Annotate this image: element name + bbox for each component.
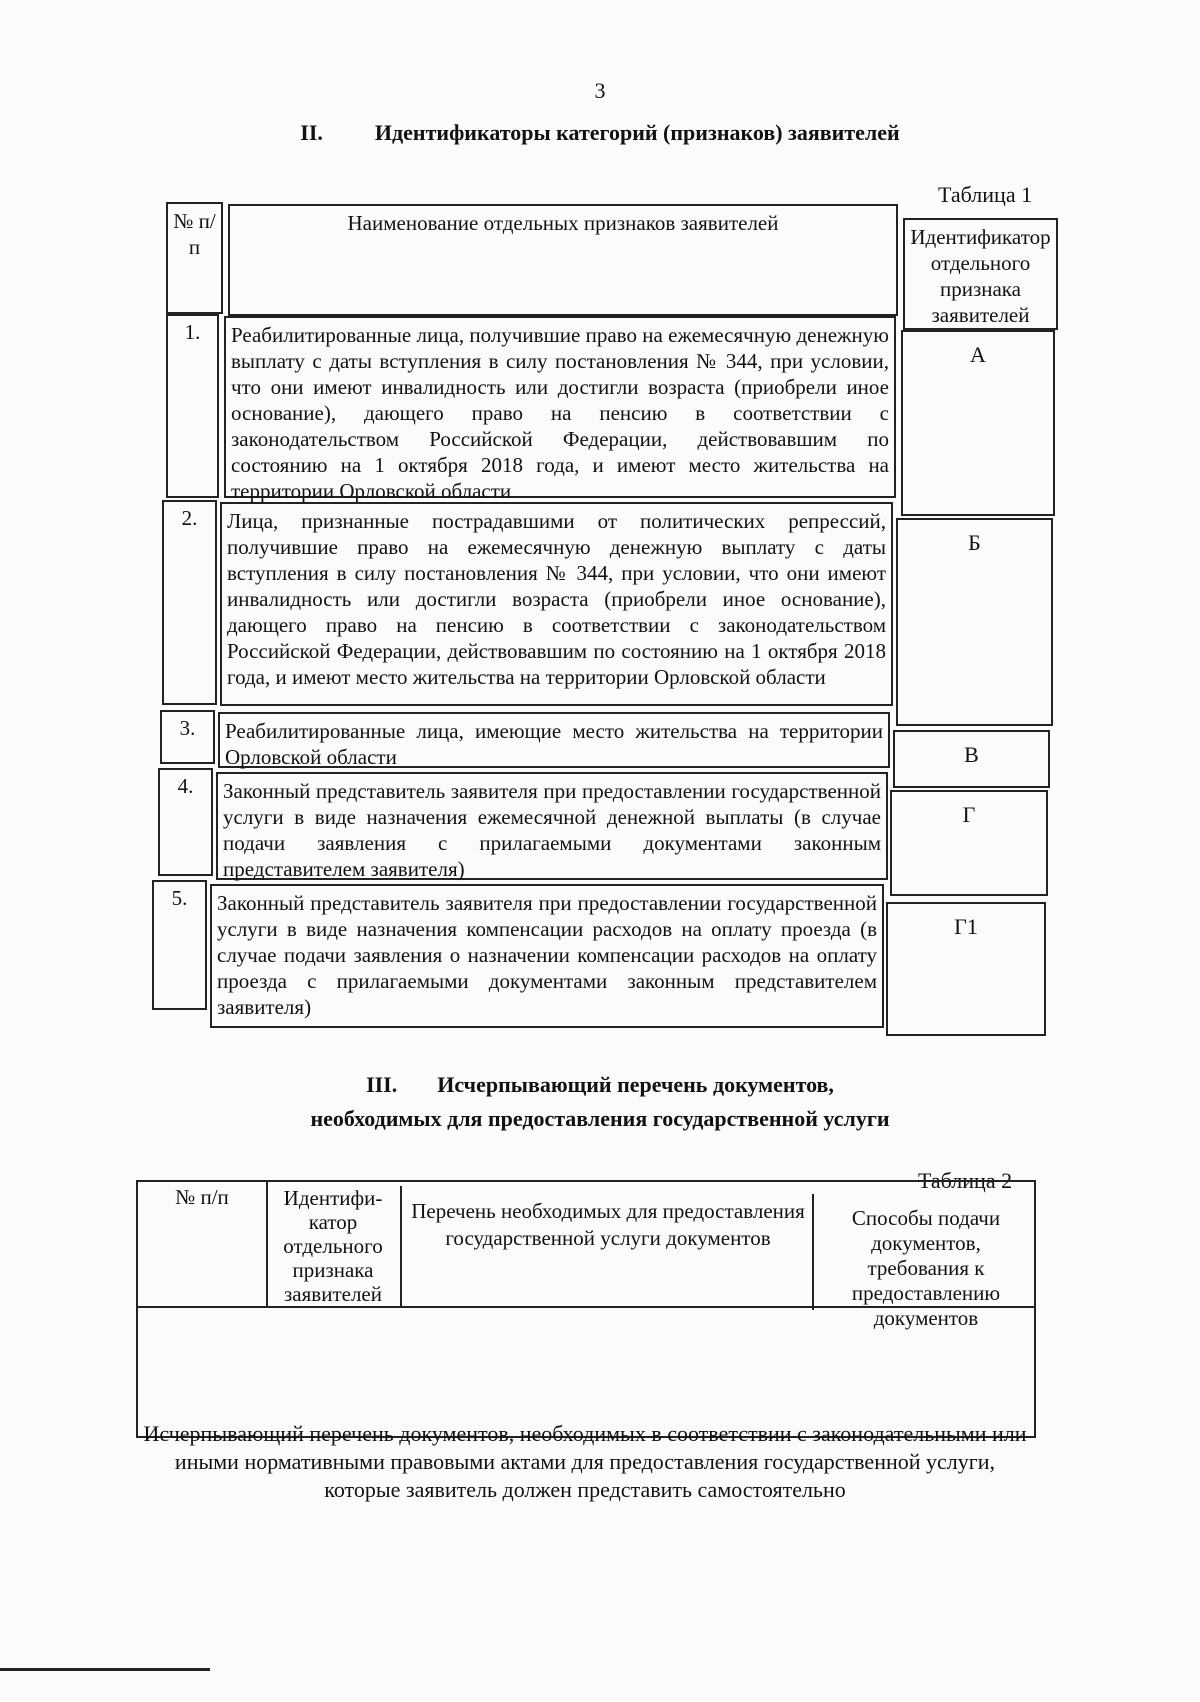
table-2-header-id: Идентифи-катор отдельного признака заявителей	[283, 1186, 383, 1306]
table-2-col-divider-3	[812, 1194, 814, 1310]
table-1-row-1-text: Реабилитированные лица, получившие право на ежемесячную денежную выплату с даты вступления в силу постановления № 344, при условии, что они имеют инвалидность или достигли возраста (приобрели иное основание), дающего право на пенсию в соответствии с законодательством Российской Федерации, действовавшим по состоянию на 1 октября 2018 года, и имеют место жительства на территории Орловской области	[224, 316, 896, 498]
section-3-title-line-1: Исчерпывающий перечень документов,	[437, 1072, 834, 1097]
table-1-label: Таблица 1	[938, 182, 1033, 207]
table-1-header-id: Идентификатор отдельного признака заявителей	[903, 218, 1058, 330]
table-1-row-4-id: Г	[890, 790, 1048, 896]
table-1-row-5-num: 5.	[152, 880, 207, 1010]
table-2-col-divider-1	[266, 1182, 268, 1306]
table-1-row-3-num: 3.	[160, 710, 215, 764]
table-1-header-name: Наименование отдельных признаков заявителей	[228, 204, 898, 316]
section-2-number: II.	[300, 120, 323, 145]
table-1-row-2-text: Лица, признанные пострадавшими от политических репрессий, получившие право на ежемесячную денежную выплату с даты вступления в силу постановления № 344, при условии, что они имеют инвалидность или достигли возраста (приобрели иное основание), дающего право на пенсию в соответствии с законодательством Российской Федерации, действовавшим по состоянию на 1 октября 2018 года, и имеют место жительства на территории Орловской области	[220, 502, 893, 706]
section-3-number: III.	[366, 1072, 398, 1097]
table-1-row-1-num: 1.	[166, 314, 219, 498]
section-3-heading	[0, 1072, 1200, 1098]
table-2-label: Таблица 2	[918, 1168, 1013, 1193]
table-2-span-row: Исчерпывающий перечень документов, необходимых в соответствии с законодательными или иными нормативными правовыми актами для предоставления государственной услуги, которые заявитель должен представить самостоятельно	[143, 1421, 1027, 1502]
table-1-row-4-text: Законный представитель заявителя при предоставлении государственной услуги в виде назначения ежемесячной денежной выплаты (в случае подачи заявления с прилагаемыми документами законным представителем заявителя)	[216, 772, 888, 880]
section-3-title-line-2: необходимых для предоставления государственной услуги	[310, 1106, 890, 1131]
table-1-header-num: № п/п	[166, 202, 223, 314]
table-1-row-3-text: Реабилитированные лица, имеющие место жительства на территории Орловской области	[218, 712, 890, 768]
table-2-header-num: № п/п	[175, 1185, 229, 1209]
table-1-row-2-id: Б	[896, 518, 1053, 726]
footnote-separator	[0, 1668, 210, 1671]
table-2-col-divider-2	[400, 1186, 402, 1308]
section-2-heading	[0, 120, 1200, 146]
table-1-row-4-num: 4.	[158, 768, 213, 876]
section-2-title: Идентификаторы категорий (признаков) заявителей	[374, 120, 900, 145]
table-1-row-1-id: А	[901, 330, 1055, 516]
table-1-row-5-text: Законный представитель заявителя при предоставлении государственной услуги в виде назначения компенсации расходов на оплату проезда (в случае подачи заявления о назначении компенсации расходов на оплату проезда с прилагаемыми документами законным представителем заявителя)	[210, 884, 884, 1028]
table-2-header-methods: Способы подачи документов, требования к предоставлению документов	[851, 1206, 1001, 1330]
table-1-row-2-num: 2.	[162, 500, 217, 705]
table-2-header-list: Перечень необходимых для предоставления государственной услуги документов	[411, 1199, 805, 1250]
table-1-row-3-id: В	[893, 730, 1050, 788]
page-number: 3	[594, 78, 606, 103]
table-1-row-5-id: Г1	[886, 902, 1046, 1036]
